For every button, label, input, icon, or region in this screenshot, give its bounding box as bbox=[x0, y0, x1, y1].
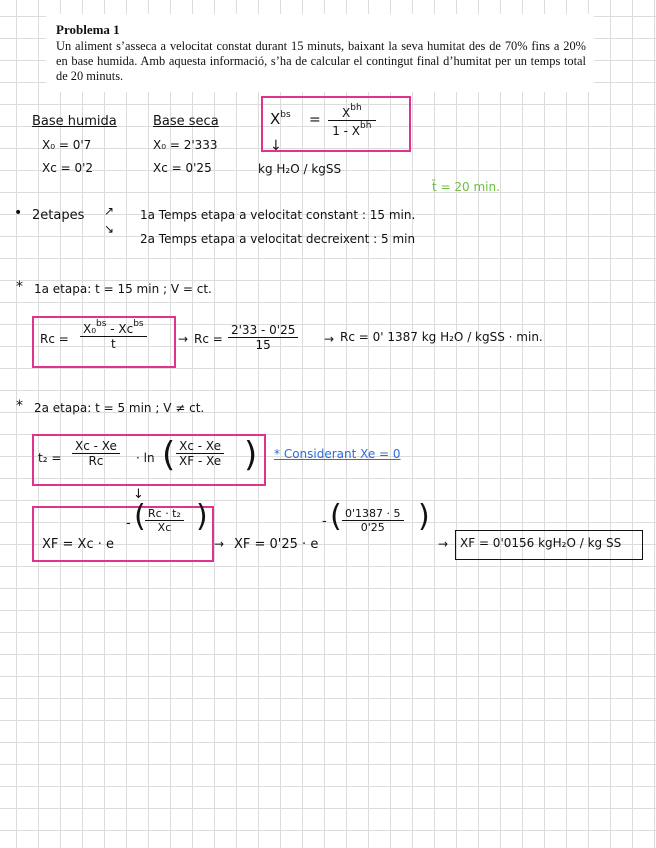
formula-equals: = bbox=[309, 112, 321, 128]
rc-lhs: Rc = bbox=[40, 332, 69, 346]
formula-fraction: $\frac{X^{bh}}{1 - X^{bh}}$ bbox=[328, 103, 376, 138]
t2-ln-fraction: $\frac{Xc - Xe}{XF - Xe}$ bbox=[176, 439, 224, 468]
problem-title: Problema 1 bbox=[56, 22, 120, 37]
xc-base-seca: Xc = 0'25 bbox=[153, 161, 212, 175]
exp-right-paren: ) bbox=[196, 499, 208, 534]
xc-base-humida: Xc = 0'2 bbox=[42, 161, 94, 175]
final-result: XF = 0'0156 kgH₂O / kg SS bbox=[460, 536, 622, 550]
rc-calc-fraction: $\frac{2'33 - 0'25}{15}$ bbox=[228, 323, 298, 352]
etapa-2-description: 2a Temps etapa a velocitat decreixent : 5 min bbox=[140, 232, 416, 246]
stage-1-header: 1a etapa: t = 15 min ; V = ct. bbox=[34, 282, 212, 296]
star-icon-2: * bbox=[16, 398, 23, 414]
arrow-icon: → bbox=[178, 332, 189, 346]
units-label: kg H₂O / kgSS bbox=[258, 162, 342, 176]
xf-calc: XF = 0'25 · e bbox=[234, 537, 319, 552]
etapa-1-description: 1a Temps etapa a velocitat constant : 15 min. bbox=[140, 208, 416, 222]
total-time-note: t̄ = 20 min. bbox=[432, 180, 500, 194]
down-arrow-icon: ↓ bbox=[270, 138, 282, 154]
x0-base-humida: X₀ = 0'7 bbox=[42, 138, 92, 152]
stage-2-header: 2a etapa: t = 5 min ; V ≠ ct. bbox=[34, 401, 205, 415]
formula-lhs: $X^{bs}$ bbox=[270, 110, 291, 128]
rc-result: Rc = 0' 1387 kg H₂O / kgSS · min. bbox=[340, 330, 543, 344]
xf-exponent-fraction: $\frac{\text{Rc · t₂}}{Xc}$ bbox=[145, 507, 184, 534]
branch-arrow-icon-2: ↘ bbox=[104, 222, 115, 236]
left-paren: ( bbox=[162, 435, 176, 475]
xf-lhs: XF = Xc · e bbox=[42, 537, 114, 552]
base-seca-heading: Base seca bbox=[153, 114, 219, 129]
xf-exp-sign: - bbox=[126, 516, 131, 531]
t2-lhs: t₂ = bbox=[38, 451, 62, 465]
xf-calc-exponent-fraction: $\frac{0'1387 \cdot 5}{0'25}$ bbox=[342, 507, 404, 534]
branch-arrow-icon: ↗ bbox=[104, 204, 115, 218]
arrow-icon-4: → bbox=[438, 537, 449, 551]
t2-fraction: $\frac{Xc - Xe}{Rc}$ bbox=[72, 439, 120, 468]
problem-statement bbox=[46, 14, 594, 92]
star-icon: * bbox=[16, 279, 23, 295]
exp-left-paren: ( bbox=[134, 499, 146, 534]
bullet: • bbox=[14, 205, 23, 221]
ln-label: · ln bbox=[136, 451, 155, 465]
rc-calc-lhs: Rc = bbox=[194, 332, 223, 346]
base-humida-heading: Base humida bbox=[32, 114, 117, 129]
etapes-label: 2etapes bbox=[32, 208, 85, 223]
calc-left-paren: ( bbox=[330, 499, 342, 534]
x0-base-seca: X₀ = 2'333 bbox=[153, 138, 218, 152]
problem-text: Un aliment s’asseca a velocitat constat durant 15 minuts, baixant la seva humitat des de 70% fins a 20% en base humida. Amb aquesta informació, s’ha de calcular el contingut final d’humitat per un temps total de 20 minuts. bbox=[56, 39, 586, 83]
arrow-icon-2: → bbox=[324, 332, 335, 346]
xf-calc-sign: - bbox=[322, 514, 327, 529]
considerant-note: * Considerant Xe = 0 bbox=[274, 447, 401, 461]
xf-formula-box bbox=[32, 506, 214, 562]
down-arrow-icon-2: ↓ bbox=[133, 487, 144, 502]
right-paren: ) bbox=[244, 435, 258, 475]
arrow-icon-3: → bbox=[214, 537, 225, 551]
calc-right-paren: ) bbox=[418, 499, 430, 534]
rc-formula-fraction: $\frac{X_0^{bs} - Xc^{bs}}{t}$ bbox=[80, 319, 147, 351]
